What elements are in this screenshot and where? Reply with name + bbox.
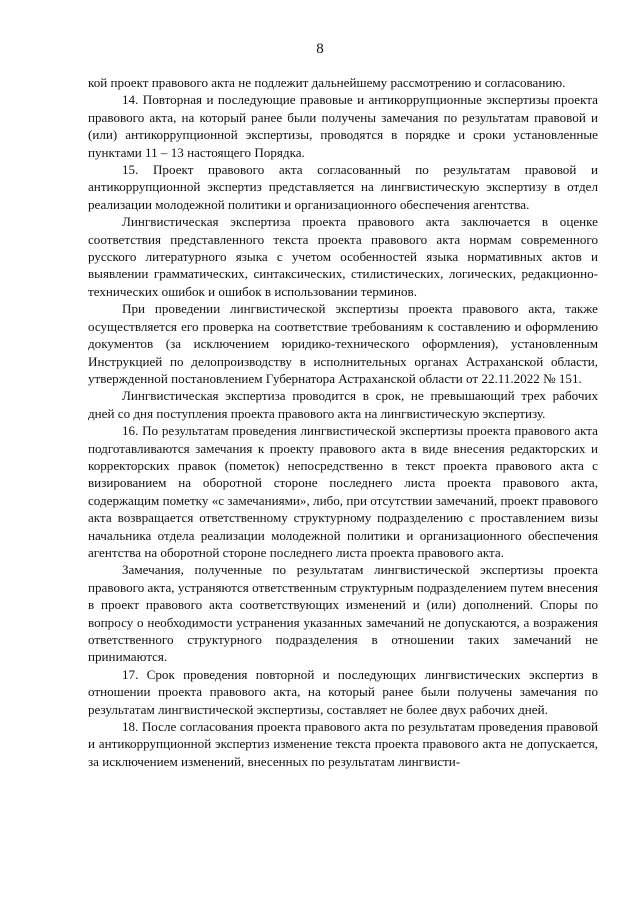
paragraph-linguistic-expertise-definition: Лингвистическая экспертиза проекта правового акта заключается в оценке соответствия представленного текста проекта правового акта нормам современного русского литературного языка с учетом особенностей языка нормативных актов и выявлении грамматических, синтаксических, стилистических, логических, редакционно-технических ошибок и ошибок в использовании терминов. [88,214,598,299]
paragraph-item-16: 16. По результатам проведения лингвистической экспертизы проекта правового акта подготавливаются замечания к проекту правового акта в виде внесения редакторских и корректорских правок (пометок) непосредственно в текст проекта правового акта с визированием на оборотной стороне последнего листа проекта правового акта, содержащим пометку «с замечаниями», либо, при отсутствии замечаний, проект правового акта возвращается ответственному структурному подразделению с проставлением визы начальника отдела реализации молодежной политики и организационного обеспечения агентства на оборотной стороне последнего листа проекта правового акта. [88,423,598,560]
paragraph-item-18: 18. После согласования проекта правового акта по результатам проведения правовой и антикоррупционной экспертиз изменение текста проекта правового акта не допускается, за исключением изменений, внесенных по результатам лингвисти- [88,719,598,769]
paragraph-item-14: 14. Повторная и последующие правовые и антикоррупционные экспертизы проекта правового акта, на который ранее были получены замечания по результатам правовой и (или) антикоррупционной экспертизы, проводятся в порядке и сроки установленные пунктами 11 – 13 настоящего Порядка. [88,92,598,160]
paragraph-item-17: 17. Срок проведения повторной и последующих лингвистических экспертиз в отношении проекта правового акта, на который ранее были получены замечания по результатам лингвистической экспертизы, составляет не более двух рабочих дней. [88,666,598,717]
paragraph-document-requirements: При проведении лингвистической экспертизы проекта правового акта, также осуществляется его проверка на соответствие требованиям к составлению и оформлению документов (за исключением юридико-технического оформления), установленным Инструкцией по делопроизводству в исполнительных органах Астраханской области, утвержденной постановлением Губернатора Астраханской области от 22.11.2022 № 151. [88,301,598,386]
paragraph-item-15: 15. Проект правового акта согласованный по результатам правовой и антикоррупционной экспертиз представляется на лингвистическую экспертизу в отдел реализации молодежной политики и организационного обеспечения агентства. [88,162,598,212]
page-number: 8 [316,41,324,57]
paragraph-remarks: Замечания, полученные по результатам лингвистической экспертизы проекта правового акта, устраняются ответственным структурным подразделением путем внесения в проект правового акта соответствующих изменений и (или) дополнений. Споры по вопросу о необходимости устранения указанных замечаний не допускаются, а возражения ответственного структурного подразделения в отношении таких замечаний не принимаются. [88,562,598,665]
paragraph-expertise-term: Лингвистическая экспертиза проводится в срок, не превышающий трех рабочих дней со дня поступления проекта правового акта на лингвистическую экспертизу. [88,388,598,421]
document-body [88,74,598,770]
paragraph-continuation: кой проект правового акта не подлежит дальнейшему рассмотрению и согласованию. [88,75,566,90]
